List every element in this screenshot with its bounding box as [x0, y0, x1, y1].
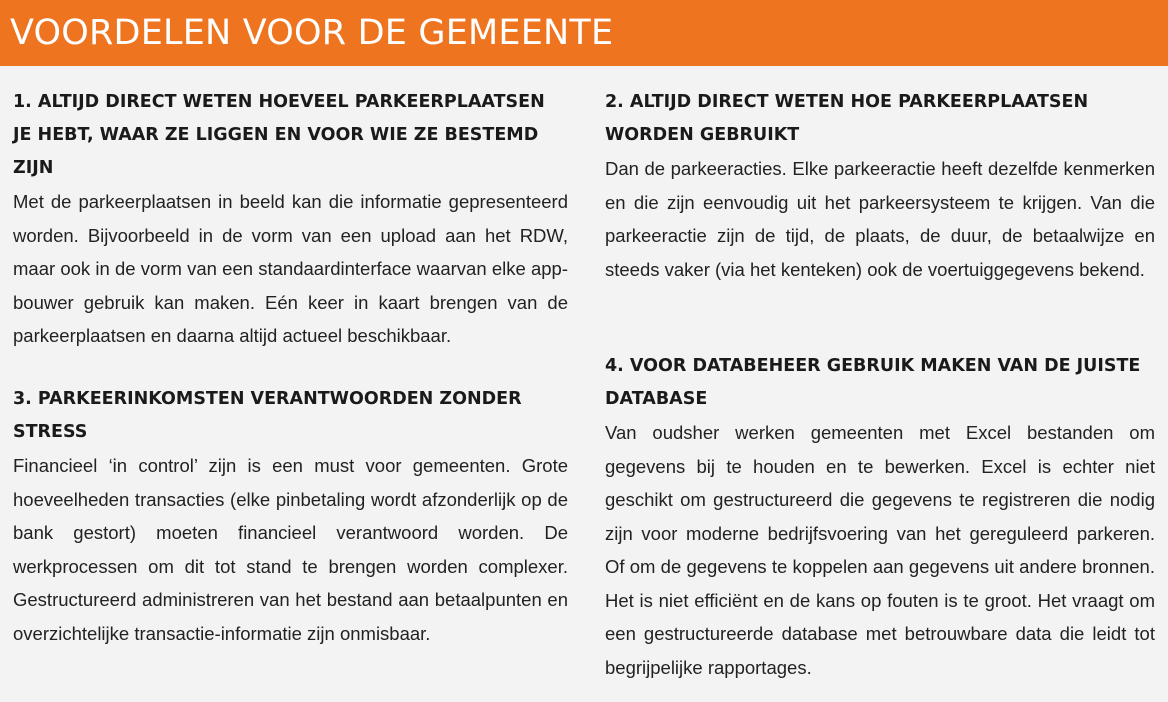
section-3 — [13, 383, 568, 650]
section-4 — [605, 350, 1155, 684]
section-4-title: 4. VOOR DATABEHEER GEBRUIK MAKEN VAN DE JUISTE DATABASE — [605, 356, 1141, 409]
page-title: VOORDELEN VOOR DE GEMEENTE — [10, 13, 614, 53]
page-header — [0, 0, 1168, 66]
section-2-body: Dan de parkeeracties. Elke parkeeractie heeft dezelfde kenmerken en die zijn eenvoudig uit het parkeersysteem te krijgen. Van die parkeeractie zijn de tijd, de plaats, de duur, de betaalwijze en steeds vaker (via het kenteken) ook de voertuiggegevens bekend. — [605, 158, 1155, 280]
section-1-body: Met de parkeerplaatsen in beeld kan die informatie gepresenteerd worden. Bijvoorbeeld in de vorm van een upload aan het RDW, maar ook in de vorm van een standaardinterface waarvan elke app-bouwer gebruik kan maken. Eén keer in kaart brengen van de parkeerplaatsen en daarna altijd actueel beschikbaar. — [13, 191, 568, 346]
section-2-title: 2. ALTIJD DIRECT WETEN HOE PARKEERPLAATSEN WORDEN GEBRUIKT — [605, 92, 1089, 145]
section-1-title: 1. ALTIJD DIRECT WETEN HOEVEEL PARKEERPLAATSEN JE HEBT, WAAR ZE LIGGEN EN VOOR WIE ZE BESTEMD ZIJN — [13, 92, 545, 178]
section-3-body: Financieel ‘in control’ zijn is een must voor gemeenten. Grote hoeveelheden transacties (elke pinbetaling wordt afzonderlijk op de bank gestort) moeten financieel verantwoord worden. De werkprocessen om dit tot stand te brengen worden complexer. Gestructureerd administreren van het bestand aan betaalpunten en overzichtelijke transactie-informatie zijn onmisbaar. — [13, 455, 568, 644]
section-3-title: 3. PARKEERINKOMSTEN VERANTWOORDEN ZONDER STRESS — [13, 389, 522, 442]
section-1 — [13, 86, 568, 353]
section-2 — [605, 86, 1155, 286]
section-4-body: Van oudsher werken gemeenten met Excel bestanden om gegevens bij te houden en te bewerken. Excel is echter niet geschikt om gestructureerd die gegevens te registreren die nodig zijn voor moderne bedrijfsvoering van het gereguleerd parkeren. Of om de gegevens te koppelen aan gegevens uit andere bronnen. Het is niet efficiënt en de kans op fouten is te groot. Het vraagt om een gestructureerde database met betrouwbare data die leidt tot begrijpelijke rapportages. — [605, 422, 1155, 678]
